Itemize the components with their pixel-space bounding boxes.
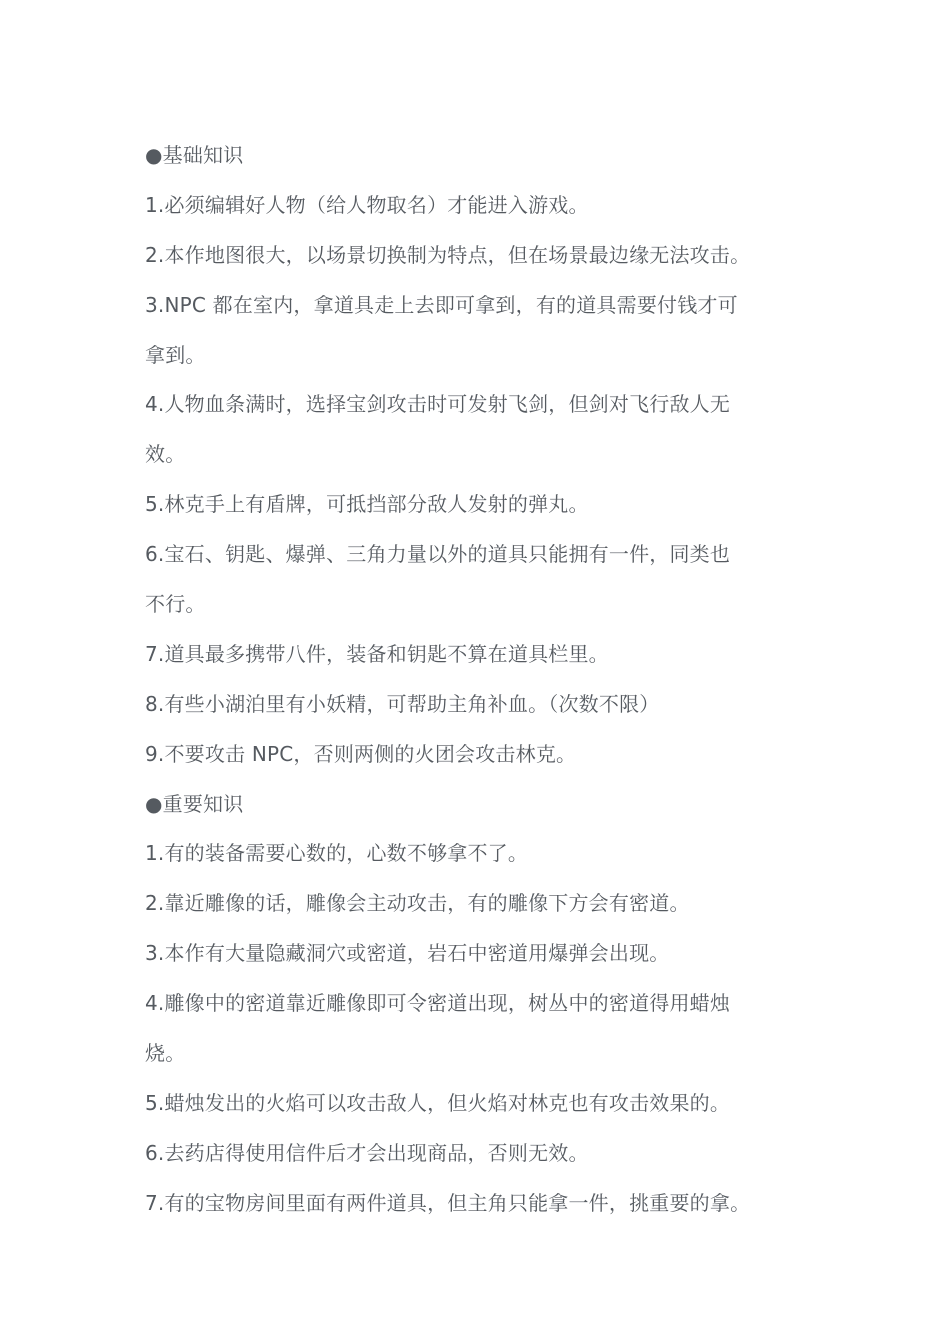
important-tip-3: 3.本作有大量隐藏洞穴或密道，岩石中密道用爆弹会出现。 xyxy=(145,941,670,966)
important-tip-6: 6.去药店得使用信件后才会出现商品，否则无效。 xyxy=(145,1140,589,1165)
basic-tip-9: 9.不要攻击 NPC，否则两侧的火团会攻击林克。 xyxy=(145,741,577,766)
important-tip-4-cont: 烧。 xyxy=(145,1041,186,1066)
basic-tip-7: 7.道具最多携带八件，装备和钥匙不算在道具栏里。 xyxy=(145,641,609,666)
basic-tip-1: 1.必须编辑好人物（给人物取名）才能进入游戏。 xyxy=(145,192,589,217)
section-heading-basic: ●基础知识 xyxy=(145,143,244,167)
important-tip-7: 7.有的宝物房间里面有两件道具，但主角只能拿一件，挑重要的拿。 xyxy=(145,1190,751,1215)
basic-tip-4-cont: 效。 xyxy=(145,442,186,467)
important-tip-2: 2.靠近雕像的话，雕像会主动攻击，有的雕像下方会有密道。 xyxy=(145,891,690,916)
basic-tip-5: 5.林克手上有盾牌，可抵挡部分敌人发射的弹丸。 xyxy=(145,492,589,517)
basic-tip-8: 8.有些小湖泊里有小妖精，可帮助主角补血。（次数不限） xyxy=(145,691,660,716)
document-body xyxy=(145,131,825,1229)
important-tip-5: 5.蜡烛发出的火焰可以攻击敌人，但火焰对林克也有攻击效果的。 xyxy=(145,1090,731,1115)
basic-tip-2: 2.本作地图很大，以场景切换制为特点，但在场景最边缘无法攻击。 xyxy=(145,242,751,267)
important-tip-1: 1.有的装备需要心数的，心数不够拿不了。 xyxy=(145,841,529,866)
basic-tip-6: 6.宝石、钥匙、爆弹、三角力量以外的道具只能拥有一件，同类也 xyxy=(145,542,731,567)
basic-tip-3: 3.NPC 都在室内，拿道具走上去即可拿到，有的道具需要付钱才可 xyxy=(145,292,738,317)
section-heading-important: ●重要知识 xyxy=(145,791,244,816)
important-tip-4: 4.雕像中的密道靠近雕像即可令密道出现，树丛中的密道得用蜡烛 xyxy=(145,991,731,1016)
basic-tip-4: 4.人物血条满时，选择宝剑攻击时可发射飞剑，但剑对飞行敌人无 xyxy=(145,392,731,417)
basic-tip-3-cont: 拿到。 xyxy=(145,342,206,367)
basic-tip-6-cont: 不行。 xyxy=(145,592,206,617)
